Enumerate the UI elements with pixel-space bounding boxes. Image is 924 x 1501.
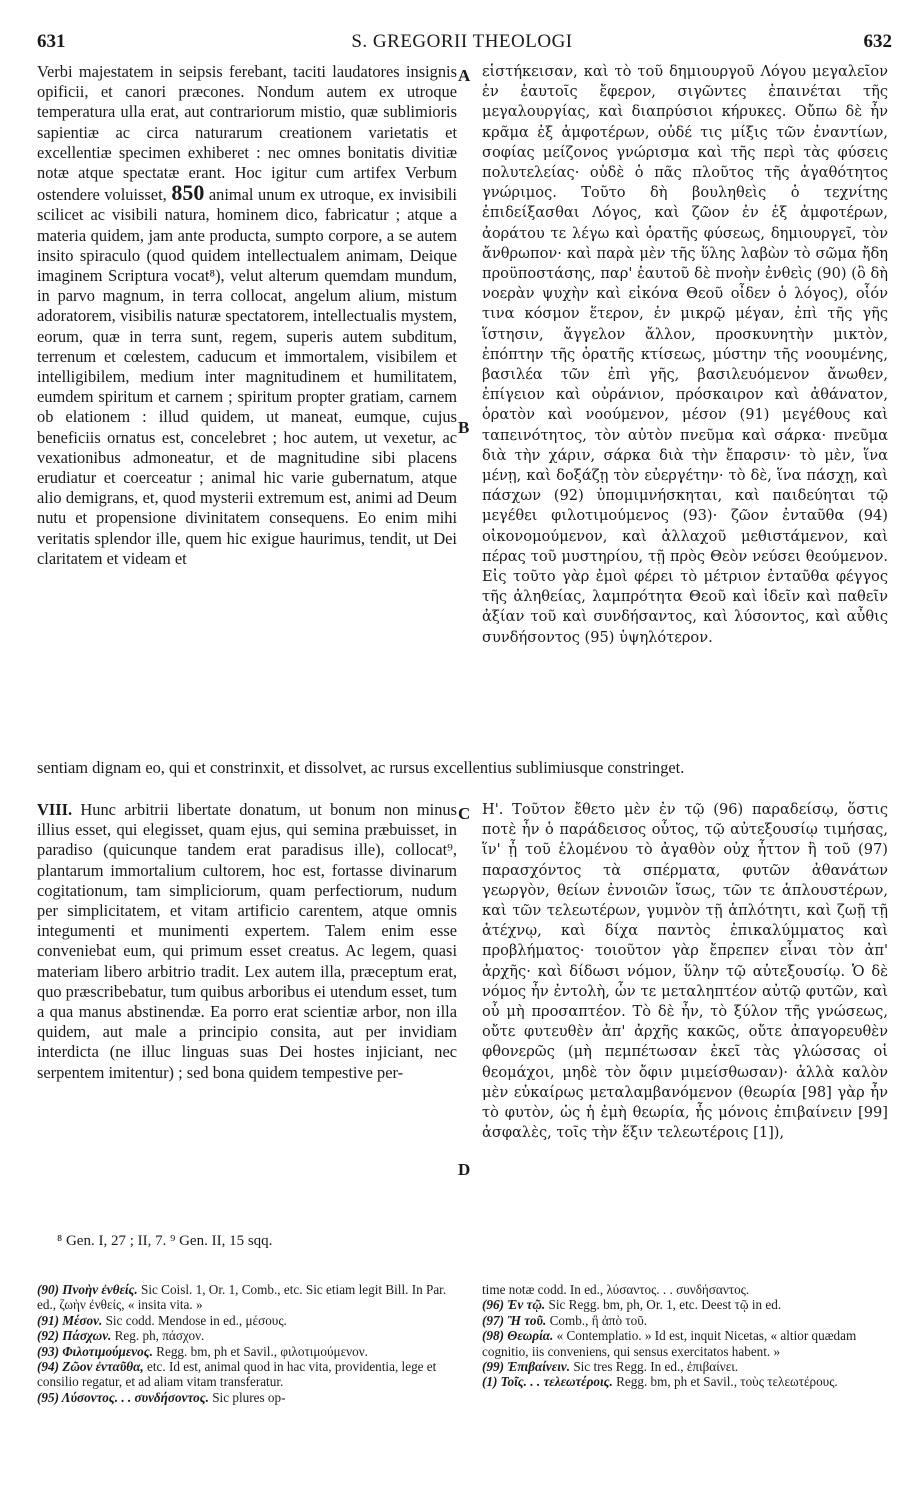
left-page-number: 631: [37, 31, 66, 52]
note: (94) Ζῶον ἐνταῦθα, etc. Id est, animal quod in hac vita, providentia, lege et consilio regatur, et ad aliam vitam transferatur.: [37, 1359, 437, 1390]
greek-paragraph-1: εἱστήκεισαν, καὶ τὸ τοῦ δημιουργοῦ Λόγου μεγαλεῖον ἐν ἑαυτοῖς ἔφερον, σιγῶντες ἐπαινέται τῆς μεγαλουργίας, καὶ διαπρύσιοι κήρυκες. Οὔπω δὲ ἦν κρᾶμα ἐξ ἀμφοτέρων, οὐδέ τις μίξις τῶν ἐναντίων, σοφίας μείζονος γνώρισμα καὶ τῆς περὶ τὰς φύσεις πολυτελείας· οὐδὲ ὁ πᾶς πλοῦτος τῆς ἀγαθότητος γνώριμος. Τοῦτο δὴ βουληθεὶς ὁ τεχνίτης ἐπιδείξασθαι Λόγος, καὶ ζῶον ἐν ἐξ ἀμφοτέρων, ἀοράτου τε λέγω καὶ ὁρατῆς φύσεως, δημιουργεῖ, τὸν ἄνθρωπον· καὶ παρὰ μὲν τῆς ὕλης λαβὼν τὸ σῶμα ἤδη προϋποστάσης, παρ' ἑαυτοῦ δὲ πνοὴν ἐνθεὶς (90) (ὃ δὴ νοερὰν ψυχὴν καὶ εἰκόνα Θεοῦ οἶδεν ὁ λόγος), οἷόν τινα κόσμον ἕτερον, ἐν μικρῷ μέγαν, ἐπὶ τῆς γῆς ἵστησιν, ἄγγελον ἄλλον, προσκυνητὴν μικτὸν, ἐπόπτην τῆς ὁρατῆς κτίσεως, μύστην τῆς νοουμένης, βασιλέα τῶν ἐπὶ γῆς, βασιλευόμενον ἄνωθεν, ἐπίγειον καὶ οὐράνιον, πρόσκαιρον καὶ ἀθάνατον, ὁρατὸν καὶ νοούμενον, μέσον (91) μεγέθους καὶ ταπεινότητος, τὸν αὐτὸν πνεῦμα καὶ σάρκα· πνεῦμα διὰ τὴν χάριν, σάρκα διὰ τὴν ἔπαρσιν· τὸ μὲν, ἵνα μένῃ, καὶ δοξάζῃ τὸν εὐεργέτην· τὸ δὲ, ἵνα πάσχῃ, καὶ πάσχων (92) ὑπομιμνήσκηται, καὶ παιδεύηται τῷ μεγέθει φιλοτιμούμενος (93)· ζῶον ἐνταῦθα (94) οἰκονομούμενον, καὶ ἀλλαχοῦ μεθιστάμενον, καὶ πέρας τοῦ μυστηρίου, τῇ πρὸς Θεὸν νεύσει θεούμενον. Εἰς τοῦτο γὰρ ἐμοὶ φέρει τὸ μέτριον ἐνταῦθα φέγγος τῆς ἀληθείας, λαμπρότητα Θεοῦ καὶ ἰδεῖν καὶ παθεῖν ἀξίαν τοῦ καὶ συνδήσαντος, καὶ λύσοντος, καὶ αὖθις συνδήσοντος (95) ὑψηλότερον.: [482, 63, 888, 646]
latin-text-upper: [37, 62, 457, 569]
scripture-references: ⁸ Gen. I, 27 ; II, 7. ⁹ Gen. II, 15 sqq.: [57, 1233, 273, 1249]
right-page-number: 632: [863, 31, 892, 52]
note: (90) Πνοὴν ἐνθείς. Sic Coisl. 1, Or. 1, Comb., etc. Sic etiam legit Bill. In Par. ed., ζωὴν ἐνθείς, « insita vita. »: [37, 1282, 447, 1313]
note: time notæ codd. In ed., λύσαντος. . . συνδήσαντος.: [482, 1282, 750, 1297]
note: (92) Πάσχων. Reg. ph, πάσχον.: [37, 1328, 205, 1344]
latin-paragraph-1: Verbi majestatem in seipsis ferebant, taciti laudatores insignis opificii, et canori præcones. Nondum autem ex utroque temperatura ulla erat, aut contrariorum mistio, quæ sublimioris sapientiæ ac circa naturarum creationem varietatis et excellentiæ specimen exhiberet : nec omnes bonitatis divitiæ notæ atque spectatæ erant. Hoc igitur cum artifex Verbum ostendere voluisset,: [37, 62, 457, 205]
note: (1) Τοῖς. . . τελεωτέροις. Regg. bm, ph et Savil., τοὺς τελεωτέρους.: [482, 1374, 838, 1390]
critical-notes-left: [37, 1282, 457, 1405]
latin-paragraph-1-cont: animal unum ex utroque, ex invisibili scilicet ac visibili natura, hominem dico, fabricatur ; atque a materia quidem, jam ante producta, sumpto corpore, a se autem insito spiraculo (quod quidem intellectualem animam, Deique imaginem Scriptura vocat⁸), velut alterum quemdam mundum, in parvo magnum, in terra collocat, angelum alium, mistum adoratorem, visibilis naturæ spectatorem, intellectualis mystem, eorum, quæ in terra sunt, regem, superis autem subditum, terrenum et cœlestem, caducum et immortalem, visibilem et intelligibilem, medium inter magnitudinem et humilitatem, eumdem spiritum et carnem ; spiritum propter gratiam, carnem ob elationem : illud quidem, ut maneat, eumque, cujus beneficiis ornatus est, concelebret ; hoc autem, ut vexetur, ac vexationibus admoneatur, et de magnitudine sibi placens erudiatur et coerceatur ; animal hic varie gubernatum, atque alio demigrans, et, quod mysterii extremum est, animi ad Deum nutu et propensione divinitatem consequens. Eo enim mihi veritatis splendor ille, quem hic exigue haurimus, tendit, ut Dei claritatem et videam et: [37, 185, 457, 568]
greek-paragraph-2: Η'. Τοῦτον ἔθετο μὲν ἐν τῷ (96) παραδείσῳ, ὅστις ποτὲ ἦν ὁ παράδεισος οὗτος, τῷ αὐτεξουσίῳ τιμήσας, ἵν' ᾖ τοῦ ἑλομένου τὸ ἀγαθὸν οὐχ ἧττον ἢ τοῦ (97) παρασχόντος τὰ σπέρματα, φυτῶν ἀθανάτων γεωργὸν, θείων ἐννοιῶν ἴσως, τῶν τε ἁπλουστέρων, καὶ τῶν τελεωτέρων, γυμνὸν τῇ ἁπλότητι, καὶ ζωῇ τῇ ἀτέχνῳ, καὶ δίχα παντὸς ἐπικαλύμματος καὶ προβλήματος· τοιοῦτον γὰρ ἔπρεπεν εἶναι τὸν ἀπ' ἀρχῆς· καὶ δίδωσι νόμον, ὕλην τῷ αὐτεξουσίῳ. Ὁ δὲ νόμος ἦν ἐντολὴ, ὧν τε μεταληπτέον αὐτῷ φυτῶν, καὶ οὗ μὴ προσαπτέον. Τὸ δὲ ἦν, τὸ ξύλον τῆς γνώσεως, οὔτε φυτευθὲν ἀπ' ἀρχῆς κακῶς, οὔτε ἀπαγορευθὲν φθονερῶς (μὴ πεμπέτωσαν ἐκεῖ τὰς γλώσσας οἱ θεομάχοι, μηδὲ τὸν ὄφιν μιμείσθωσαν)· ἀλλὰ καλὸν μὲν εὐκαίρως μεταλαμβανόμενον (θεωρία [98] γὰρ ἦν τὸ φυτὸν, ὡς ἡ ἐμὴ θεωρία, ἧς μόνοις ἐπιβαίνειν [99] ἀσφαλὲς, τοῖς τὴν ἕξιν τελεωτέροις [1]),: [482, 801, 888, 1142]
latin-full-width-line: [37, 758, 889, 778]
section-number: 850: [171, 180, 205, 206]
latin-text-lower: [37, 800, 457, 1083]
critical-notes-right: [482, 1282, 888, 1390]
note: (96) Ἐν τῷ. Sic Regg. bm, ph, Or. 1, etc. Deest τῷ in ed.: [482, 1297, 782, 1313]
running-title: S. GREGORII THEOLOGI: [351, 31, 573, 52]
latin-continuation: sentiam dignam eo, qui et constrinxit, et dissolvet, ac rursus excellentius sublimiusque constringet.: [37, 758, 685, 777]
latin-paragraph-2: Hunc arbitrii libertate donatum, ut bonum non minus illius esset, qui elegisset, quam ejus, qui semina præbuisset, in paradiso (quicunque tandem erat paradisus ille), collocat⁹, plantarum immortalium cultorem, hoc est, fortasse divinarum cogitationum, tam simpliciorum, quam perfectiorum, nudum per simplicitatem, et vitam artificio carentem, atque omnis integumenti et munimenti expertem. Talem enim esse conveniebat eum, qui primum esset creatus. Ac legem, quasi materiam libero arbitrio tradit. Lex autem illa, præceptum erat, quo præscribebatur, tum quibus arboribus ei utendum esset, tum a qua manus abstinendæ. Ea porro erat scientiæ arbor, non illa quidem, aut male a principio consita, aut per invidiam interdicta (ne illuc linguas suas Dei hostes injiciant, nec serpentem imitentur) ; sed bona quidem tempestive per-: [37, 800, 457, 1082]
margin-letter-d: D: [458, 1160, 471, 1179]
margin-letter-a: A: [458, 66, 471, 85]
note: (95) Λύσοντος. . . συνδήσοντος. Sic plures op-: [37, 1389, 286, 1405]
margin-letter-b: B: [458, 418, 470, 437]
note: (99) Ἐπιβαίνειν. Sic tres Regg. In ed., ἐπιβαίνει.: [482, 1359, 739, 1375]
greek-text-lower: [482, 800, 888, 1143]
note: (97) Ἢ τοῦ. Comb., ἢ ἀπὸ τοῦ.: [482, 1312, 648, 1328]
chapter-number: VIII.: [37, 800, 73, 819]
note: (93) Φιλοτιμούμενος. Regg. bm, ph et Savil., φιλοτιμούμενον.: [37, 1343, 368, 1359]
margin-letter-c: C: [458, 804, 471, 823]
note: (91) Μέσον. Sic codd. Mendose in ed., μέσους.: [37, 1312, 287, 1328]
greek-text-upper: [482, 62, 888, 648]
note: (98) Θεωρία. « Contemplatio. » Id est, inquit Nicetas, « altior quædam cognitio, iis conveniens, qui sensus exercitatos habent. »: [482, 1328, 857, 1359]
